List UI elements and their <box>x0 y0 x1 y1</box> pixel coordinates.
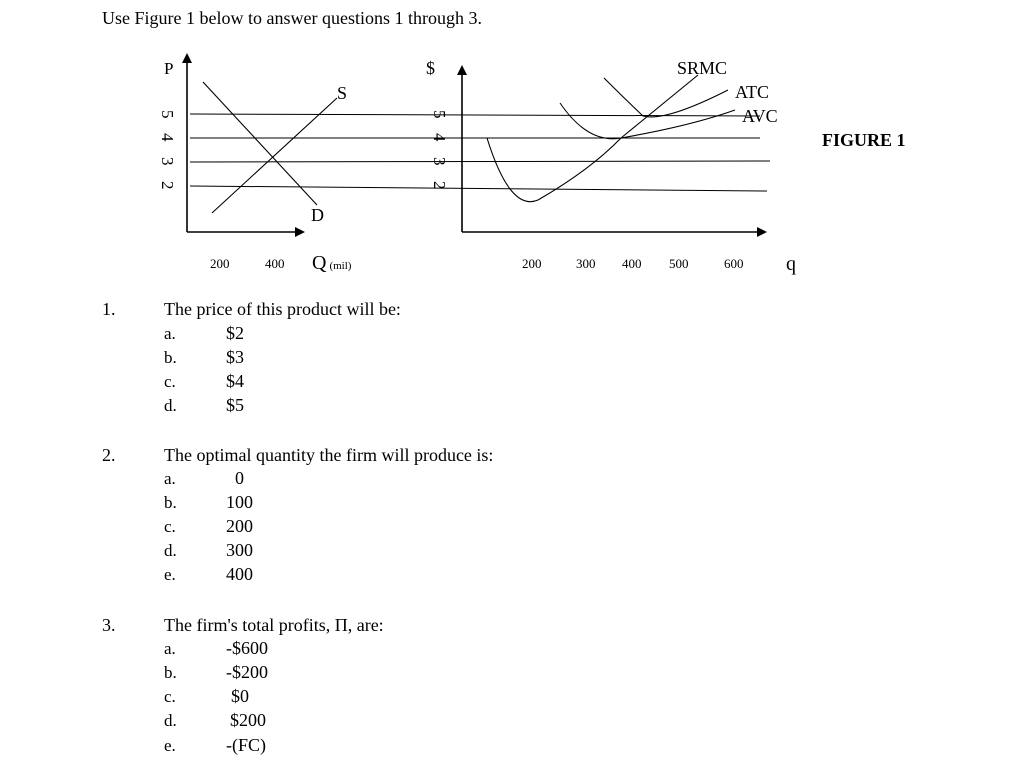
market-y-tick-4: 4 <box>158 133 177 142</box>
option-letter: c. <box>164 687 176 706</box>
option-letter: b. <box>164 493 177 512</box>
question-text: The optimal quantity the firm will produce is: <box>164 445 494 465</box>
option-letter: c. <box>164 517 176 536</box>
option-letter: c. <box>164 372 176 391</box>
market-x-axis-label: Q (mil) <box>312 252 352 274</box>
firm-y-tick-5: 5 <box>430 110 449 119</box>
market-y-ticks <box>158 110 177 190</box>
question-number: 3. <box>102 615 116 635</box>
firm-y-ticks <box>430 110 449 190</box>
price-line-5 <box>190 114 760 116</box>
supply-curve <box>212 98 337 213</box>
option-value: 200 <box>226 516 253 536</box>
firm-x-tick-200: 200 <box>522 256 542 271</box>
avc-label: AVC <box>742 106 778 126</box>
option-value: 0 <box>235 468 244 488</box>
srmc-label: SRMC <box>677 58 728 78</box>
demand-label: D <box>311 205 324 225</box>
option-value: 400 <box>226 564 253 584</box>
figure-label: FIGURE 1 <box>822 130 906 150</box>
atc-label: ATC <box>735 82 770 102</box>
firm-x-tick-600: 600 <box>724 256 744 271</box>
option-letter: d. <box>164 396 177 415</box>
firm-y-tick-3: 3 <box>430 157 449 166</box>
market-x-tick-200: 200 <box>210 256 230 271</box>
supply-label: S <box>337 83 348 103</box>
option-value: -(FC) <box>226 735 266 755</box>
firm-x-tick-500: 500 <box>669 256 689 271</box>
option-value: 300 <box>226 540 253 560</box>
option-value: $3 <box>226 347 244 367</box>
question-text: The price of this product will be: <box>164 299 401 319</box>
question-number: 1. <box>102 299 116 319</box>
question-number: 2. <box>102 445 116 465</box>
option-value: 100 <box>226 492 253 512</box>
firm-x-axis-label: q <box>786 253 796 275</box>
firm-y-tick-2: 2 <box>430 181 449 190</box>
market-x-tick-400: 400 <box>265 256 285 271</box>
option-value: $2 <box>226 323 244 343</box>
option-value: $5 <box>226 395 244 415</box>
option-letter: a. <box>164 469 176 488</box>
atc-curve <box>604 78 728 117</box>
option-value: $4 <box>226 371 244 391</box>
option-letter: d. <box>164 711 177 730</box>
firm-x-tick-300: 300 <box>576 256 596 271</box>
option-value: -$600 <box>226 638 268 658</box>
firm-x-tick-400: 400 <box>622 256 642 271</box>
option-letter: b. <box>164 348 177 367</box>
option-letter: b. <box>164 663 177 682</box>
option-value: -$200 <box>226 662 268 682</box>
market-y-tick-3: 3 <box>158 157 177 166</box>
avc-curve <box>560 103 735 139</box>
option-value: $0 <box>231 686 249 706</box>
question-text: The firm's total profits, Π, are: <box>164 615 384 635</box>
market-y-tick-5: 5 <box>158 110 177 119</box>
market-y-tick-2: 2 <box>158 181 177 190</box>
price-line-2 <box>190 186 767 191</box>
option-letter: e. <box>164 565 176 584</box>
option-letter: d. <box>164 541 177 560</box>
option-value: $200 <box>230 710 266 730</box>
option-letter: a. <box>164 639 176 658</box>
option-letter: a. <box>164 324 176 343</box>
market-y-axis-label: P <box>164 59 174 78</box>
instructions: Use Figure 1 below to answer questions 1 through 3. <box>102 8 482 28</box>
firm-y-tick-4: 4 <box>430 133 449 142</box>
firm-y-axis-label: $ <box>426 58 435 78</box>
figure-1 <box>0 0 1024 290</box>
option-letter: e. <box>164 736 176 755</box>
